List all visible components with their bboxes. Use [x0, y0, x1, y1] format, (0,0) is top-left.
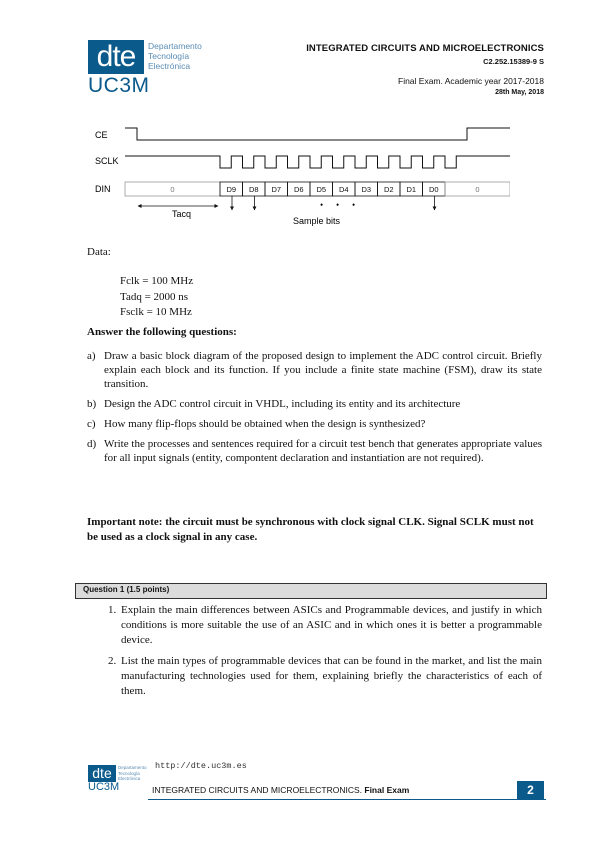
question-label: d) — [87, 438, 97, 450]
dept-line-2: Tecnología — [148, 51, 190, 61]
footer-dept-line-2: Tecnología — [118, 770, 140, 776]
question-list — [87, 349, 542, 471]
din-cell-label: D7 — [271, 185, 282, 194]
important-note: Important note: the circuit must be synchronous with clock signal CLK. Signal SCLK must not be used as a clock signal in any case. — [87, 516, 534, 543]
footer-divider — [148, 799, 546, 800]
question1-item — [108, 654, 542, 699]
tadq-value: Tadq = 2000 ns — [120, 290, 189, 303]
question-item — [87, 437, 542, 465]
din-cell-label: D9 — [226, 185, 237, 194]
question-text: Write the processes and sentences required for a circuit test bench that generates appropriate values for all input signals (entity, compontent declaration and instantiation are not required). — [104, 438, 542, 464]
question1-title: Question 1 (1.5 points) — [83, 585, 170, 594]
question-label: a) — [87, 350, 96, 362]
footer-dte-logo: dte — [88, 765, 116, 782]
question1-item — [108, 603, 542, 648]
question-text: Design the ADC control circuit in VHDL, including its entity and its architecture — [104, 398, 461, 410]
din-cell-label: D8 — [248, 185, 259, 194]
signal-label-sclk: SCLK — [95, 156, 119, 166]
footer-exam-label: Final Exam — [364, 785, 410, 795]
din-cell-label: D6 — [293, 185, 304, 194]
dept-line-3: Electrónica — [148, 61, 191, 71]
sample-bits-label: Sample bits — [293, 216, 341, 226]
footer-dept-line-3: Electrónica — [118, 776, 141, 781]
din-cell-label: D2 — [383, 185, 394, 194]
timing-diagram — [90, 120, 510, 230]
din-cell-label: 0 — [475, 185, 480, 194]
question1-item-label: 1. — [108, 604, 117, 616]
din-cell-label: D3 — [361, 185, 372, 194]
course-code: C2.252.15389-9 S — [483, 57, 544, 66]
exam-line: Final Exam. Academic year 2017-2018 — [398, 76, 544, 86]
ellipsis-dot: • — [320, 200, 324, 210]
exam-date: 28th May, 2018 — [495, 89, 544, 96]
question1-item-text: List the main types of programmable devices that can be found in the market, and list the main manufacturing technologies used for them, explaining briefly the characteristics of each of them. — [121, 655, 542, 697]
din-cell-label: D1 — [406, 185, 417, 194]
page-number: 2 — [517, 781, 544, 799]
question-label: c) — [87, 418, 96, 430]
din-cell-label: D4 — [338, 185, 349, 194]
ellipsis-dot: • — [336, 200, 340, 210]
footer-dept-line-1: Departamento — [118, 765, 147, 770]
footer-course-title: INTEGRATED CIRCUITS AND MICROELECTRONICS. — [152, 785, 362, 795]
course-title: INTEGRATED CIRCUITS AND MICROELECTRONICS — [306, 43, 544, 54]
question1-header — [75, 583, 547, 599]
signal-label-din: DIN — [95, 184, 111, 194]
question1-item-label: 2. — [108, 655, 117, 667]
footer-uc3m-logo: UC3M — [88, 781, 120, 793]
sclk-waveform — [125, 156, 510, 168]
department-name — [148, 41, 202, 71]
question-item — [87, 397, 542, 411]
ellipsis-dot: • — [352, 200, 356, 210]
question-item — [87, 349, 542, 391]
footer-url-link[interactable]: http://dte.uc3m.es — [155, 761, 247, 771]
question1-list — [108, 603, 542, 705]
footer-title — [152, 785, 409, 795]
dept-line-1: Departamento — [148, 41, 202, 51]
din-cell-label: D5 — [316, 185, 327, 194]
ce-waveform — [125, 128, 510, 140]
footer-department-name — [118, 765, 147, 782]
question-text: Draw a basic block diagram of the proposed design to implement the ADC control circuit. Briefly explain each block and its function. If you include a finite state machine (FSM), draw its state transition. — [104, 350, 542, 390]
fsclk-value: Fsclk = 10 MHz — [120, 306, 192, 318]
question1-item-text: Explain the main differences between ASICs and Programmable devices, and justify in which conditions is more suitable the use of an ASIC and in which ones it is better a programmable device. — [121, 604, 542, 646]
answer-heading: Answer the following questions: — [87, 326, 237, 338]
data-values — [120, 274, 193, 321]
din-cells — [125, 182, 510, 196]
din-cell-label: D0 — [428, 185, 439, 194]
tacq-label: Tacq — [172, 209, 192, 219]
data-label: Data: — [87, 246, 111, 258]
signal-label-ce: CE — [95, 130, 108, 140]
uc3m-logo-text: UC3M — [88, 74, 150, 97]
question-item — [87, 417, 542, 431]
question-label: b) — [87, 398, 97, 410]
dte-logo: dte — [88, 40, 144, 74]
sample-arrows — [232, 196, 435, 210]
din-cell-label: 0 — [170, 185, 175, 194]
question-text: How many flip-flops should be obtained when the design is synthesized? — [104, 418, 426, 430]
fclk-value: Fclk = 100 MHz — [120, 275, 194, 287]
